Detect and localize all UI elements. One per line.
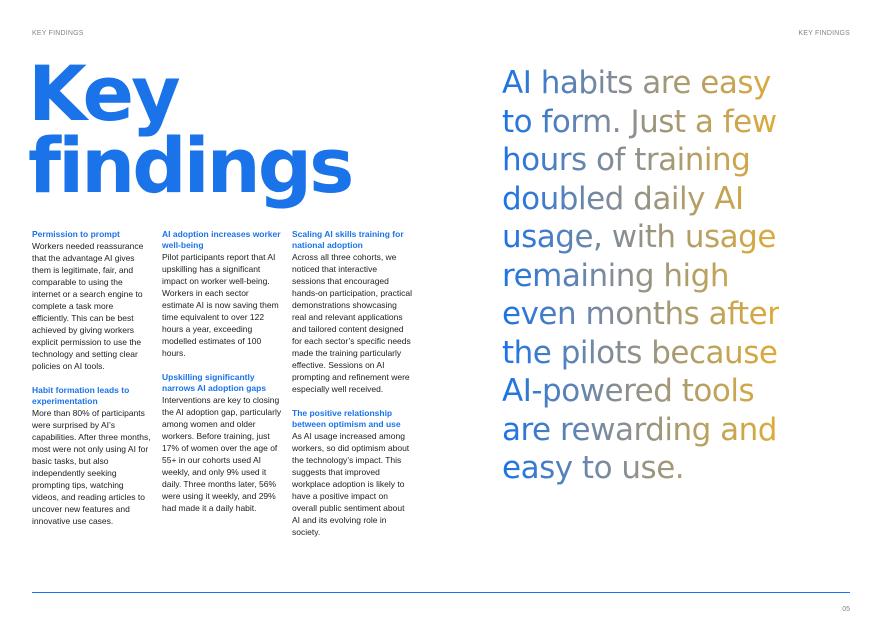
finding-heading: Upskilling significantly narrows AI adoption gaps [162,372,267,393]
finding-section [162,229,282,359]
quote-line-text: doubled daily AI [502,180,744,217]
finding-heading: Permission to prompt [32,229,120,239]
finding-body: As AI usage increased among workers, so did optimism about the technology’s impact. This suggests that improved workplace adoption is likely to have a positive impact on overall public sentiment about AI and its evolving role in society. [292,431,410,537]
quote-line-text: hours of training [502,142,751,178]
finding-body: Workers needed reassurance that the advantage AI gives them is legitimate, fair, and comparable to using the internet or a search engine to complete a task more efficiently. This can be best achieved by giving workers explicit permission to use the technology and setting clear policies on AI tools. [32,241,144,371]
findings-column [32,229,152,551]
quote-line [502,411,842,450]
finding-heading: The positive relationship between optimism and use [292,408,401,429]
pull-quote [502,64,842,488]
quote-line-text: are rewarding and [502,411,777,448]
finding-section [32,385,152,527]
quote-line-text: AI-powered tools [502,373,755,409]
quote-line [502,257,842,296]
finding-section [162,372,282,514]
page-title [28,49,352,210]
findings-column [162,229,282,551]
quote-line [502,218,842,257]
page-title-line: Key [28,49,178,138]
quote-line [502,334,842,373]
finding-body: Pilot participants report that AI upskilling has a significant impact on worker well-being. Workers in each sector estimate AI is now saving them time equivalent to over 122 hours a year, exceeding modelled estimates of 100 hours. [162,252,279,358]
quote-line [502,295,842,334]
finding-body: Interventions are key to closing the AI adoption gap, particularly among women and older workers. Before training, just 17% of women over the age of 55+ in our cohorts used AI weekly, and only 9% used it daily. Three months later, 56% were using it weekly, and 29% had made it a daily habit. [162,395,282,513]
quote-line [502,449,842,488]
finding-heading: Scaling AI skills training for national adoption [292,229,404,250]
quote-line-text: AI habits are easy [502,65,771,101]
finding-heading: AI adoption increases worker well-being [162,229,281,250]
finding-heading: Habit formation leads to experimentation [32,385,130,406]
finding-body: More than 80% of participants were surprised by AI’s capabilities. After three months, most were not only using AI for basic tasks, but also independently seeking prompting tips, watching videos, and reading articles to uncover new features and innovative use cases. [32,408,151,526]
quote-line-text: usage, with usage [502,219,776,255]
page-title-line: findings [28,121,352,210]
finding-section [32,229,152,372]
quote-line-text: to form. Just a few [502,103,777,140]
quote-line [502,372,842,411]
footer-rule [32,592,850,593]
quote-line [502,180,842,219]
running-header-left: KEY FINDINGS [32,30,84,37]
page-number: 05 [842,606,850,613]
quote-line-text: remaining high [502,257,729,294]
finding-body: Across all three cohorts, we noticed that interactive sessions that encouraged hands-on participation, practical demonstrations showcasing real and relevant applications and tailored content designed for each sector’s specific needs made the training particularly effective. Sessions on AI prompting and refinement were especially well received. [292,252,413,394]
findings-column [292,229,412,551]
quote-line [502,141,842,180]
quote-line [502,103,842,142]
finding-section [292,229,412,395]
findings-columns [32,229,412,551]
quote-line-text: the pilots because [502,334,778,371]
running-header-right: KEY FINDINGS [798,30,850,37]
finding-section [292,408,412,538]
quote-line-text: easy to use. [502,450,685,486]
quote-line-text: even months after [502,296,780,332]
quote-line [502,64,842,103]
